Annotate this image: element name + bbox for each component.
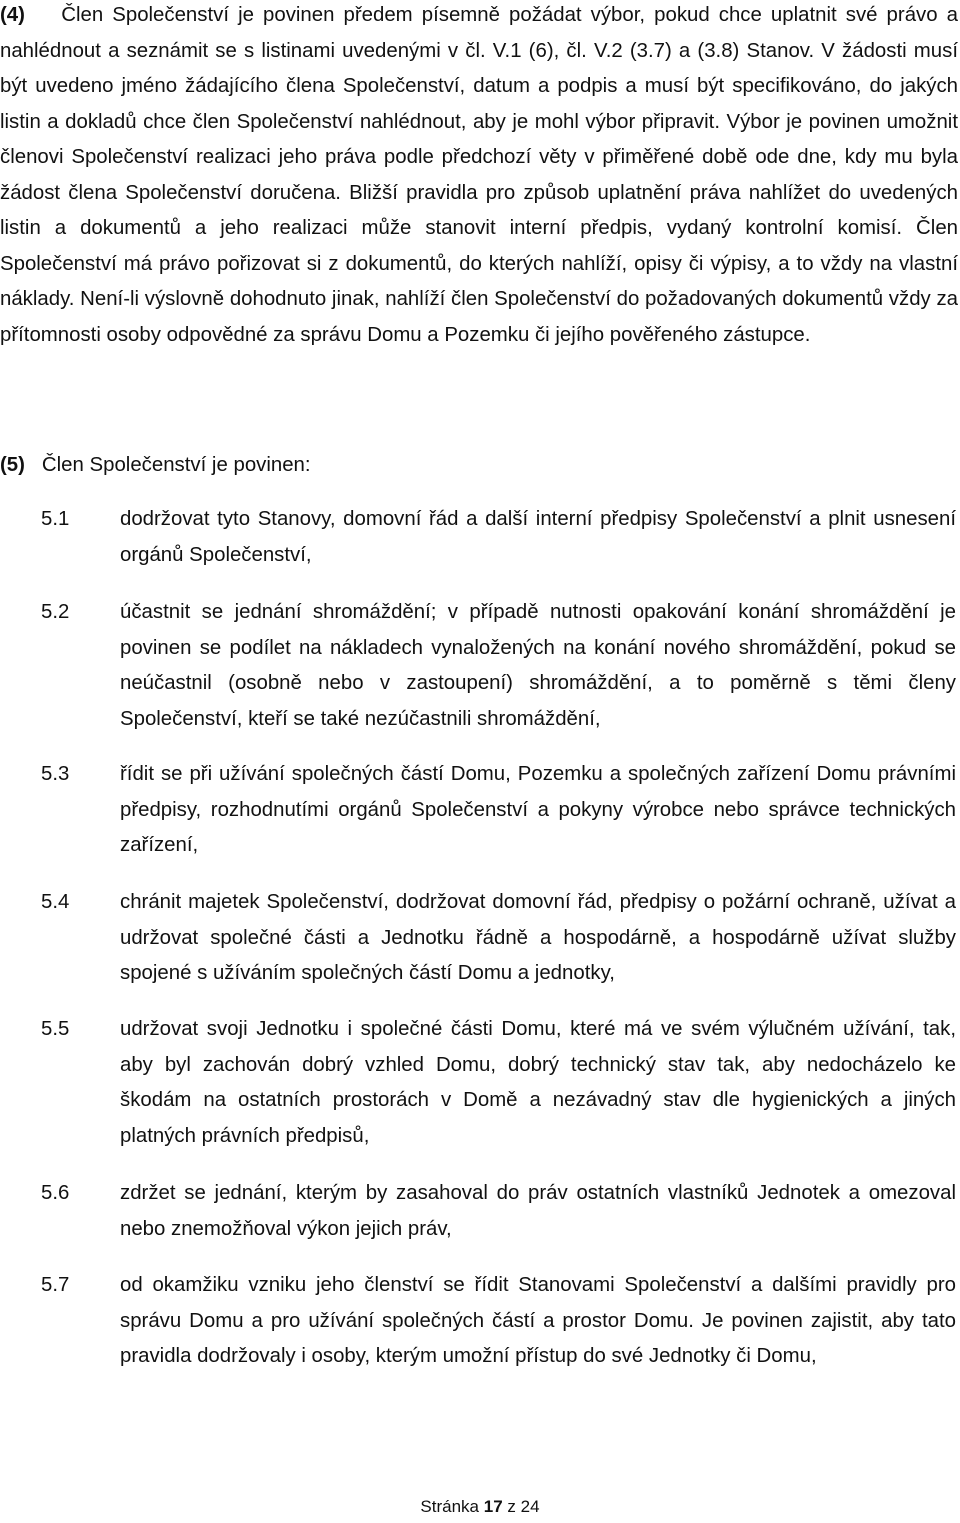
item-text: účastnit se jednání shromáždění; v případě nutnosti opakování konání shromáždění je povinen se podílet na nákladech vynaložených na konání nového shromáždění, pokud se neúčastnil (osobně nebo v zastoupení) shromáždění, a to poměrně s těmi členy Společenství, kteří se také nezúčastnili shromáždění, [120, 601, 956, 730]
paragraph-4 [0, 0, 958, 353]
item-text: chránit majetek Společenství, dodržovat domovní řád, předpisy o požární ochraně, užívat a udržovat společné části a Jednotku řádně a hospodárně, a hospodárně užívat služby spojené s užíváním společných částí Domu a jednotky, [120, 891, 956, 984]
list-item-5-5 [0, 1012, 960, 1154]
paragraph-number: (5) [0, 454, 25, 476]
footer-prefix: Stránka [420, 1497, 480, 1516]
item-text: řídit se při užívání společných částí Domu, Pozemku a společných zařízení Domu právními předpisy, rozhodnutími orgánů Společenství a pokyny výrobce nebo správce technických zařízení, [120, 763, 956, 856]
item-text: udržovat svoji Jednotku i společné části Domu, které má ve svém výlučném užívání, tak, aby byl zachován dobrý vzhled Domu, dobrý technický stav tak, aby nedocházelo ke škodám na ostatních prostorách v Domě a nezávadný stav dle hygienických a jiných platných právních předpisů, [120, 1018, 956, 1147]
item-number: 5.4 [41, 891, 70, 913]
paragraph-text: Člen Společenství je povinen předem písemně požádat výbor, pokud chce uplatnit své právo a nahlédnout a seznámit se s listinami uvedenými v čl. V.1 (6), čl. V.2 (3.7) a (3.8) Stanov. V žádosti musí být uvedeno jméno žádajícího člena Společenství, datum a podpis a musí být specifikováno, do jakých listin a dokladů chce člen Společenství nahlédnout, aby je mohl výbor připravit. Výbor je povinen umožnit členovi Společenství realizaci jeho práva podle předchozí věty v přiměřené době ode dne, kdy mu byla žádost člena Společenství doručena. Bližší pravidla pro způsob uplatnění práva nahlížet do uvedených listin a dokumentů a jeho realizaci může stanovit interní předpis, vydaný kontrolní komisí. Člen Společenství má právo pořizovat si z dokumentů, do kterých nahlíží, opisy či výpisy, a to vždy na vlastní náklady. Není-li výslovně dohodnuto jinak, nahlíží člen Společenství do požadovaných dokumentů vždy za přítomnosti osoby odpovědné za správu Domu a Pozemku či jejího pověřeného zástupce. [0, 4, 958, 346]
list-item-5-2 [0, 595, 960, 737]
footer-page-number: 17 [483, 1497, 503, 1516]
paragraph-number: (4) [0, 4, 25, 26]
page-footer [0, 1496, 960, 1518]
list-item-5-4 [0, 885, 960, 992]
item-text: od okamžiku vzniku jeho členství se řídit Stanovami Společenství a dalšími pravidly pro správu Domu a pro užívání společných částí a prostor Domu. Je povinen zajistit, aby tato pravidla dodržovaly i osoby, kterým umožní přístup do své Jednotky či Domu, [120, 1274, 956, 1367]
footer-total-pages: 24 [520, 1497, 540, 1516]
list-item-5-6 [0, 1176, 960, 1247]
item-text: dodržovat tyto Stanovy, domovní řád a další interní předpisy Společenství a plnit usnesení orgánů Společenství, [120, 508, 956, 566]
item-number: 5.5 [41, 1018, 70, 1040]
footer-separator: z [507, 1497, 516, 1516]
item-number: 5.2 [41, 601, 70, 623]
list-item-5-1 [0, 502, 960, 573]
item-number: 5.7 [41, 1274, 70, 1296]
list-item-5-3 [0, 757, 960, 864]
item-number: 5.3 [41, 763, 70, 785]
item-number: 5.1 [41, 508, 70, 530]
list-item-5-7 [0, 1268, 960, 1375]
item-text: zdržet se jednání, kterým by zasahoval do práv ostatních vlastníků Jednotek a omezoval nebo znemožňoval výkon jejich práv, [120, 1182, 956, 1240]
item-number: 5.6 [41, 1182, 70, 1204]
paragraph-5-heading [0, 448, 311, 484]
paragraph-text: Člen Společenství je povinen: [41, 454, 311, 476]
